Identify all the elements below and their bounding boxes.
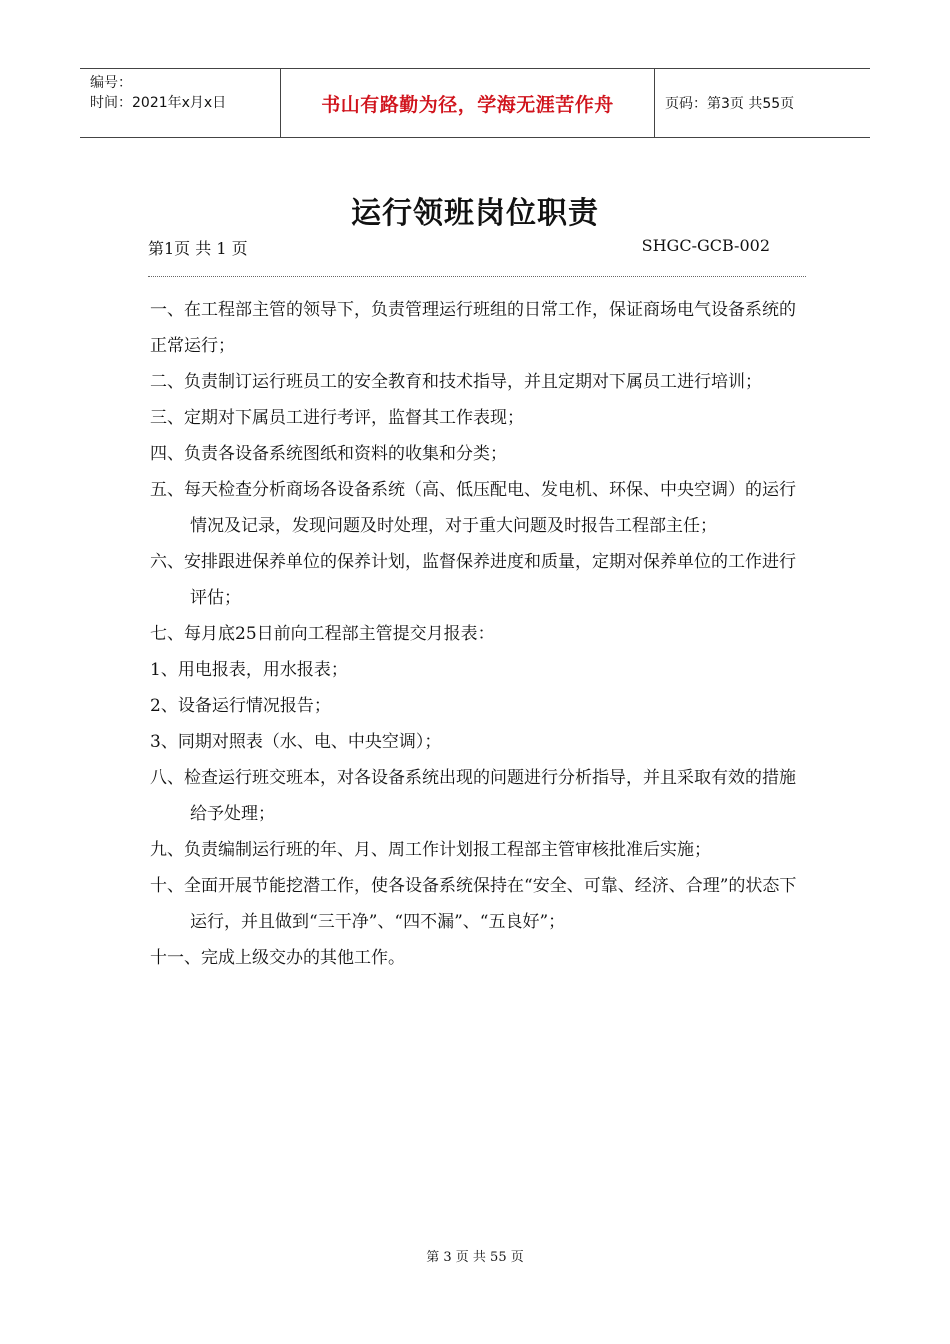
duty-item: 八、检查运行班交班本，对各设备系统出现的问题进行分析指导，并且采取有效的措施给予处理； xyxy=(150,768,796,824)
header-left-cell xyxy=(80,69,280,137)
header-table xyxy=(80,68,870,138)
duty-item: 三、定期对下属员工进行考评，监督其工作表现； xyxy=(150,408,524,428)
subheader xyxy=(148,236,770,259)
document-code: SHGC-GCB-002 xyxy=(641,236,770,255)
duty-item: 十一、完成上级交办的其他工作。 xyxy=(150,948,405,968)
number-label: 编号： xyxy=(90,75,132,91)
divider xyxy=(148,276,806,277)
duties-list xyxy=(150,292,810,976)
report-item: 2、设备运行情况报告； xyxy=(150,696,331,716)
page-footer: 第 3 页 共 55 页 xyxy=(426,1250,524,1265)
duty-item: 七、每月底25日前向工程部主管提交月报表： xyxy=(150,624,495,644)
duty-item: 二、负责制订运行班员工的安全教育和技术指导，并且定期对下属员工进行培训； xyxy=(150,372,762,392)
duty-item: 六、安排跟进保养单位的保养计划，监督保养进度和质量，定期对保养单位的工作进行评估； xyxy=(150,552,796,608)
subheader-page: 第1页 共 1 页 xyxy=(148,239,248,258)
page-info: 页码：第3页 共55页 xyxy=(665,96,795,112)
report-item: 3、同期对照表（水、电、中央空调）； xyxy=(150,732,442,752)
duty-item: 十、全面开展节能挖潜工作，使各设备系统保持在“安全、可靠、经济、合理”的状态下运行，并且做到“三干净”、“四不漏”、“五良好”； xyxy=(150,876,797,932)
duty-item: 九、负责编制运行班的年、月、周工作计划报工程部主管审核批准后实施； xyxy=(150,840,711,860)
duty-item: 一、在工程部主管的领导下，负责管理运行班组的日常工作，保证商场电气设备系统的正常运行； xyxy=(150,300,796,356)
date-label: 时间：2021年x月x日 xyxy=(90,95,227,111)
motto: 书山有路勤为径，学海无涯苦作舟 xyxy=(280,69,655,137)
page-title: 运行领班岗位职责 xyxy=(351,196,599,231)
duty-item: 五、每天检查分析商场各设备系统（高、低压配电、发电机、环保、中央空调）的运行情况及记录，发现问题及时处理，对于重大问题及时报告工程部主任； xyxy=(150,480,796,536)
report-item: 1、用电报表，用水报表； xyxy=(150,660,348,680)
duty-item: 四、负责各设备系统图纸和资料的收集和分类； xyxy=(150,444,507,464)
